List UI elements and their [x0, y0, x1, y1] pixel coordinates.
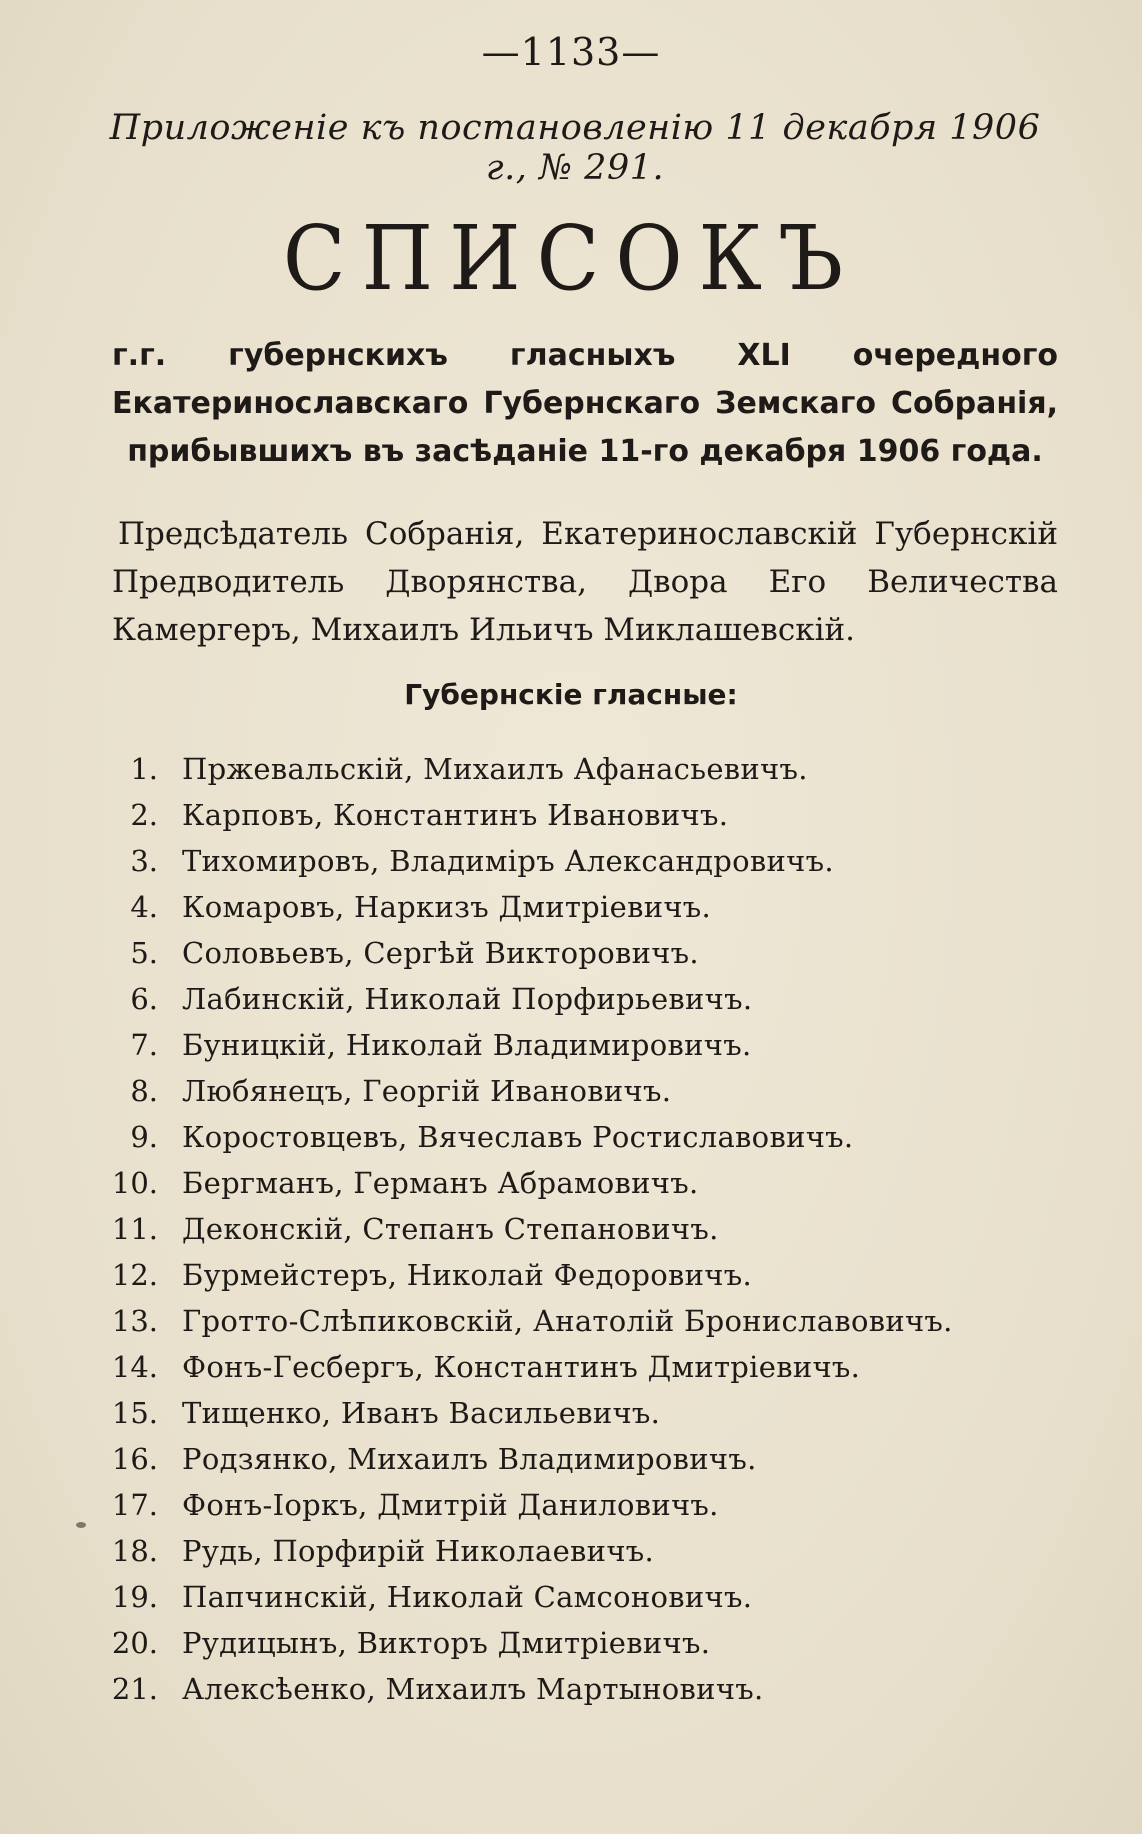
member-number: 19.: [111, 1580, 158, 1614]
member-row: [100, 1528, 1060, 1574]
member-name: Коростовцевъ, Вячеславъ Ростиславовичъ.: [182, 1120, 854, 1154]
member-row: [100, 1620, 1060, 1666]
member-name: Комаровъ, Наркизъ Дмитріевичъ.: [182, 890, 712, 924]
member-number: 21.: [111, 1672, 158, 1706]
member-name: Папчинскій, Николай Самсоновичъ.: [182, 1580, 753, 1614]
member-row: [100, 1482, 1060, 1528]
member-number: 4.: [130, 890, 158, 924]
member-row: [100, 884, 1060, 930]
member-name: Буницкій, Николай Владимировичъ.: [182, 1028, 752, 1062]
member-row: [100, 930, 1060, 976]
member-number: 5.: [130, 936, 158, 970]
member-name: Бергманъ, Германъ Абрамовичъ.: [182, 1166, 699, 1200]
member-name: Соловьевъ, Сергѣй Викторовичъ.: [182, 936, 699, 970]
member-row: [100, 1252, 1060, 1298]
section-heading: Губернскіе гласные:: [404, 678, 738, 711]
member-row: [100, 1574, 1060, 1620]
member-name: Рудицынъ, Викторъ Дмитріевичъ.: [182, 1626, 711, 1660]
member-number: 12.: [111, 1258, 158, 1292]
member-number: 20.: [111, 1626, 158, 1660]
member-row: [100, 1436, 1060, 1482]
member-row: [100, 1160, 1060, 1206]
member-number: 6.: [130, 982, 158, 1016]
member-row: [100, 1390, 1060, 1436]
member-list: [100, 746, 1060, 1712]
member-name: Алексѣенко, Михаилъ Мартыновичъ.: [182, 1672, 764, 1706]
member-number: 1.: [130, 752, 158, 786]
member-name: Карповъ, Константинъ Ивановичъ.: [182, 798, 729, 832]
member-row: [100, 1114, 1060, 1160]
member-row: [100, 976, 1060, 1022]
member-row: [100, 1022, 1060, 1068]
page-number: —1133—: [481, 30, 661, 74]
member-name: Пржевальскій, Михаилъ Афанасьевичъ.: [182, 752, 808, 786]
member-row: [100, 792, 1060, 838]
member-name: Гротто-Слѣпиковскій, Анатолій Брониславовичъ.: [182, 1304, 953, 1338]
member-number: 18.: [111, 1534, 158, 1568]
member-number: 10.: [111, 1166, 158, 1200]
member-name: Лабинскій, Николай Порфирьевичъ.: [182, 982, 753, 1016]
member-name: Любянецъ, Георгій Ивановичъ.: [182, 1074, 672, 1108]
member-number: 11.: [111, 1212, 158, 1246]
member-row: [100, 1068, 1060, 1114]
appendix-line: Приложеніе къ постановленію 11 декабря 1906 г., № 291.: [109, 108, 1041, 188]
member-name: Фонъ-Гесбергъ, Константинъ Дмитріевичъ.: [182, 1350, 861, 1384]
member-number: 2.: [130, 798, 158, 832]
member-name: Фонъ-Іоркъ, Дмитрій Даниловичъ.: [182, 1488, 719, 1522]
member-name: Рудь, Порфирій Николаевичъ.: [182, 1534, 655, 1568]
chairman-paragraph: Предсѣдатель Собранія, Екатеринославскій Губернскій Предводитель Дворянства, Двора Его Величества Камергеръ, Михаилъ Ильичъ Миклашевскій.: [112, 516, 1058, 648]
member-name: Тихомировъ, Владиміръ Александровичъ.: [182, 844, 834, 878]
member-name: Родзянко, Михаилъ Владимировичъ.: [182, 1442, 757, 1476]
member-number: 14.: [111, 1350, 158, 1384]
member-name: Тищенко, Иванъ Васильевичъ.: [182, 1396, 661, 1430]
member-name: Деконскій, Степанъ Степановичъ.: [182, 1212, 719, 1246]
member-row: [100, 838, 1060, 884]
member-row: [100, 1666, 1060, 1712]
document-subtitle: г.г. губернскихъ гласныхъ XLI очередного Екатеринославскаго Губернскаго Земскаго Собранія, прибывшихъ въ засѣданіе 11-го декабря 1906 года.: [112, 338, 1058, 469]
member-number: 15.: [111, 1396, 158, 1430]
member-number: 8.: [130, 1074, 158, 1108]
ink-speck: [76, 1522, 86, 1528]
member-number: 9.: [130, 1120, 158, 1154]
document-title: СПИСОКЪ: [282, 208, 860, 311]
member-number: 16.: [111, 1442, 158, 1476]
member-number: 13.: [111, 1304, 158, 1338]
member-number: 7.: [130, 1028, 158, 1062]
member-row: [100, 746, 1060, 792]
member-number: 3.: [130, 844, 158, 878]
member-row: [100, 1206, 1060, 1252]
member-name: Бурмейстеръ, Николай Федоровичъ.: [182, 1258, 753, 1292]
member-number: 17.: [111, 1488, 158, 1522]
member-row: [100, 1344, 1060, 1390]
member-row: [100, 1298, 1060, 1344]
